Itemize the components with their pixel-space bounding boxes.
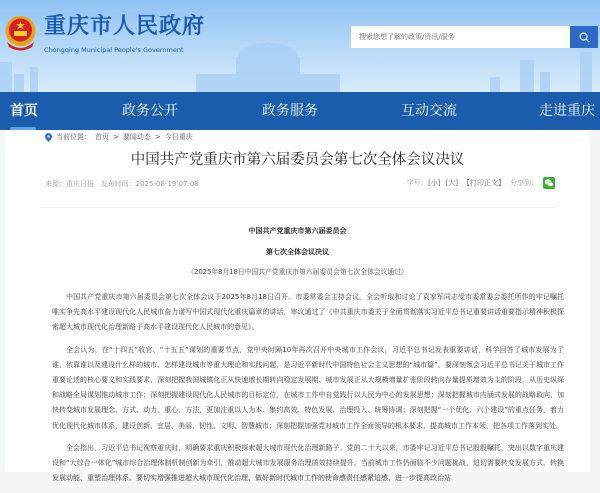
- article-paragraph: 全会指出，习近平总书记视察重庆时，明确要求重庆积极探索超大城市现代化治理新路子。党的二十大以来，市委牢记习近平总书记殷殷嘱托，突出以数字重庆建设和“大综合一体化”城市综合治理体制机制创新为牵引，推动超大城市发展服务治理质效持续提升。当前城市工作仍面临不少问题挑战，迫切需要转变发展方式、转换发展动能、重塑治理体系。要切实增强推进超大城市现代化治理、做好新时代城市工作的使命感责任感紧迫感，进一步提高政治站: [52, 443, 564, 483]
- nav-gov-services[interactable]: 政务服务: [262, 103, 318, 119]
- site-name-en: Chongqing Municipal People's Government: [44, 46, 184, 54]
- article-source: 来源：重庆日报: [45, 180, 94, 188]
- search-button[interactable]: [570, 26, 598, 48]
- search-icon: [579, 32, 590, 43]
- breadcrumb: [45, 132, 193, 142]
- share-label: 分享到：: [510, 179, 538, 187]
- breadcrumb-label: 当前位置：: [56, 133, 91, 141]
- article-title: 中国共产党重庆市第六届委员会第七次全体会议决议: [130, 152, 465, 168]
- article-subtitle-doc: 第七次全体会议决议: [266, 248, 329, 256]
- article-meta: [45, 179, 199, 189]
- article-paragraph: 全会认为，在“十四五”收官、“十五五”谋划的重要节点，党中央时隔10年再次召开中央城市工作会议，习近平总书记发表重要讲话，科学回答了城市发展为了谁、依靠谁以及建设什么样的城市、怎样建设城市等重大理论和实践问题，是习近平新时代中国特色社会主义思想的“城市篇”。要深刻领会习近平总书记关于城市工作重要论述的核心要义和实践要求，深刻把握我国城镇化正从快速增长期转向稳定发展期、城市发展正从大规模增量扩张阶段转向存量提质增效为主的阶段，从历史纵深和战略全局谋划推动城市工作；深刻把握建设现代化人民城市的目标定位，在城市工作中自觉践行以人民为中心的发展思想；深刻把握城市内涵式发展的战略取向，加快转变城市发展理念、方式、动力、重心、方法，更加注重以人为本、集约高效、特色发展、治理投入、统筹协调；深刻把握“一个优化、六个建设”的重点任务，着力优化现代化城市体系，建设创新、宜居、美丽、韧性、文明、智慧城市；深刻把握加强党对城市工作全面领导的根本要求，提高城市工作本领，把各项工作落到实处。: [52, 345, 564, 430]
- breadcrumb-sep: >: [113, 133, 119, 141]
- breadcrumb-sep: >: [154, 133, 161, 141]
- wechat-share-icon[interactable]: [543, 177, 555, 189]
- search-input[interactable]: 搜索您想了解的政策/资讯/服务: [351, 26, 571, 48]
- location-pin-icon: [45, 133, 52, 142]
- font-size-label: 字号:: [406, 179, 424, 187]
- breadcrumb-home[interactable]: 首页: [95, 133, 109, 141]
- nav-gov-affairs-open[interactable]: 政务公开: [122, 103, 178, 119]
- article-body: [52, 290, 564, 493]
- breadcrumb-news[interactable]: 要闻动态: [122, 133, 151, 141]
- article-published: 发布时间：2025-08-19 07:08: [100, 180, 199, 188]
- main-nav: [0, 92, 600, 130]
- article-date-line: （2025年8月18日中国共产党重庆市第六届委员会第七次全体会议通过）: [187, 268, 408, 276]
- divider: [40, 207, 555, 208]
- nav-about-chongqing[interactable]: 走进重庆: [539, 103, 595, 119]
- nav-home[interactable]: 首页: [10, 103, 38, 119]
- breadcrumb-today[interactable]: 今日重庆: [164, 133, 193, 141]
- font-large-button[interactable]: [大]: [445, 179, 458, 187]
- article-paragraph: 中国共产党重庆市第六届委员会第七次全体会议于2025年8月18日召开。市委常委会主持会议。全会听取和讨论了袁家军同志受市委常委会委托所作的牢记嘱托唯实争先高水平建设现代化人民城市奋力谱写中国式现代化重庆篇章的讲话，审议通过了《中共重庆市委关于全面贯彻落实习近平总书记重要讲话重要指示精神积极探索超大城市现代化治理新路子高水平建设现代化人民城市的意见》。: [52, 293, 564, 332]
- article-subtitle-org: 中国共产党重庆市第六届委员会: [248, 227, 347, 235]
- article-container: [5, 130, 590, 483]
- print-button[interactable]: 【打印正文】: [463, 179, 505, 187]
- article-tools: [407, 176, 555, 190]
- font-small-button[interactable]: [小]: [428, 179, 441, 187]
- national-emblem-logo: [4, 14, 37, 54]
- site-name[interactable]: 重庆市人民政府: [44, 14, 206, 39]
- site-header: [0, 0, 600, 92]
- nav-interaction[interactable]: 互动交流: [401, 103, 457, 119]
